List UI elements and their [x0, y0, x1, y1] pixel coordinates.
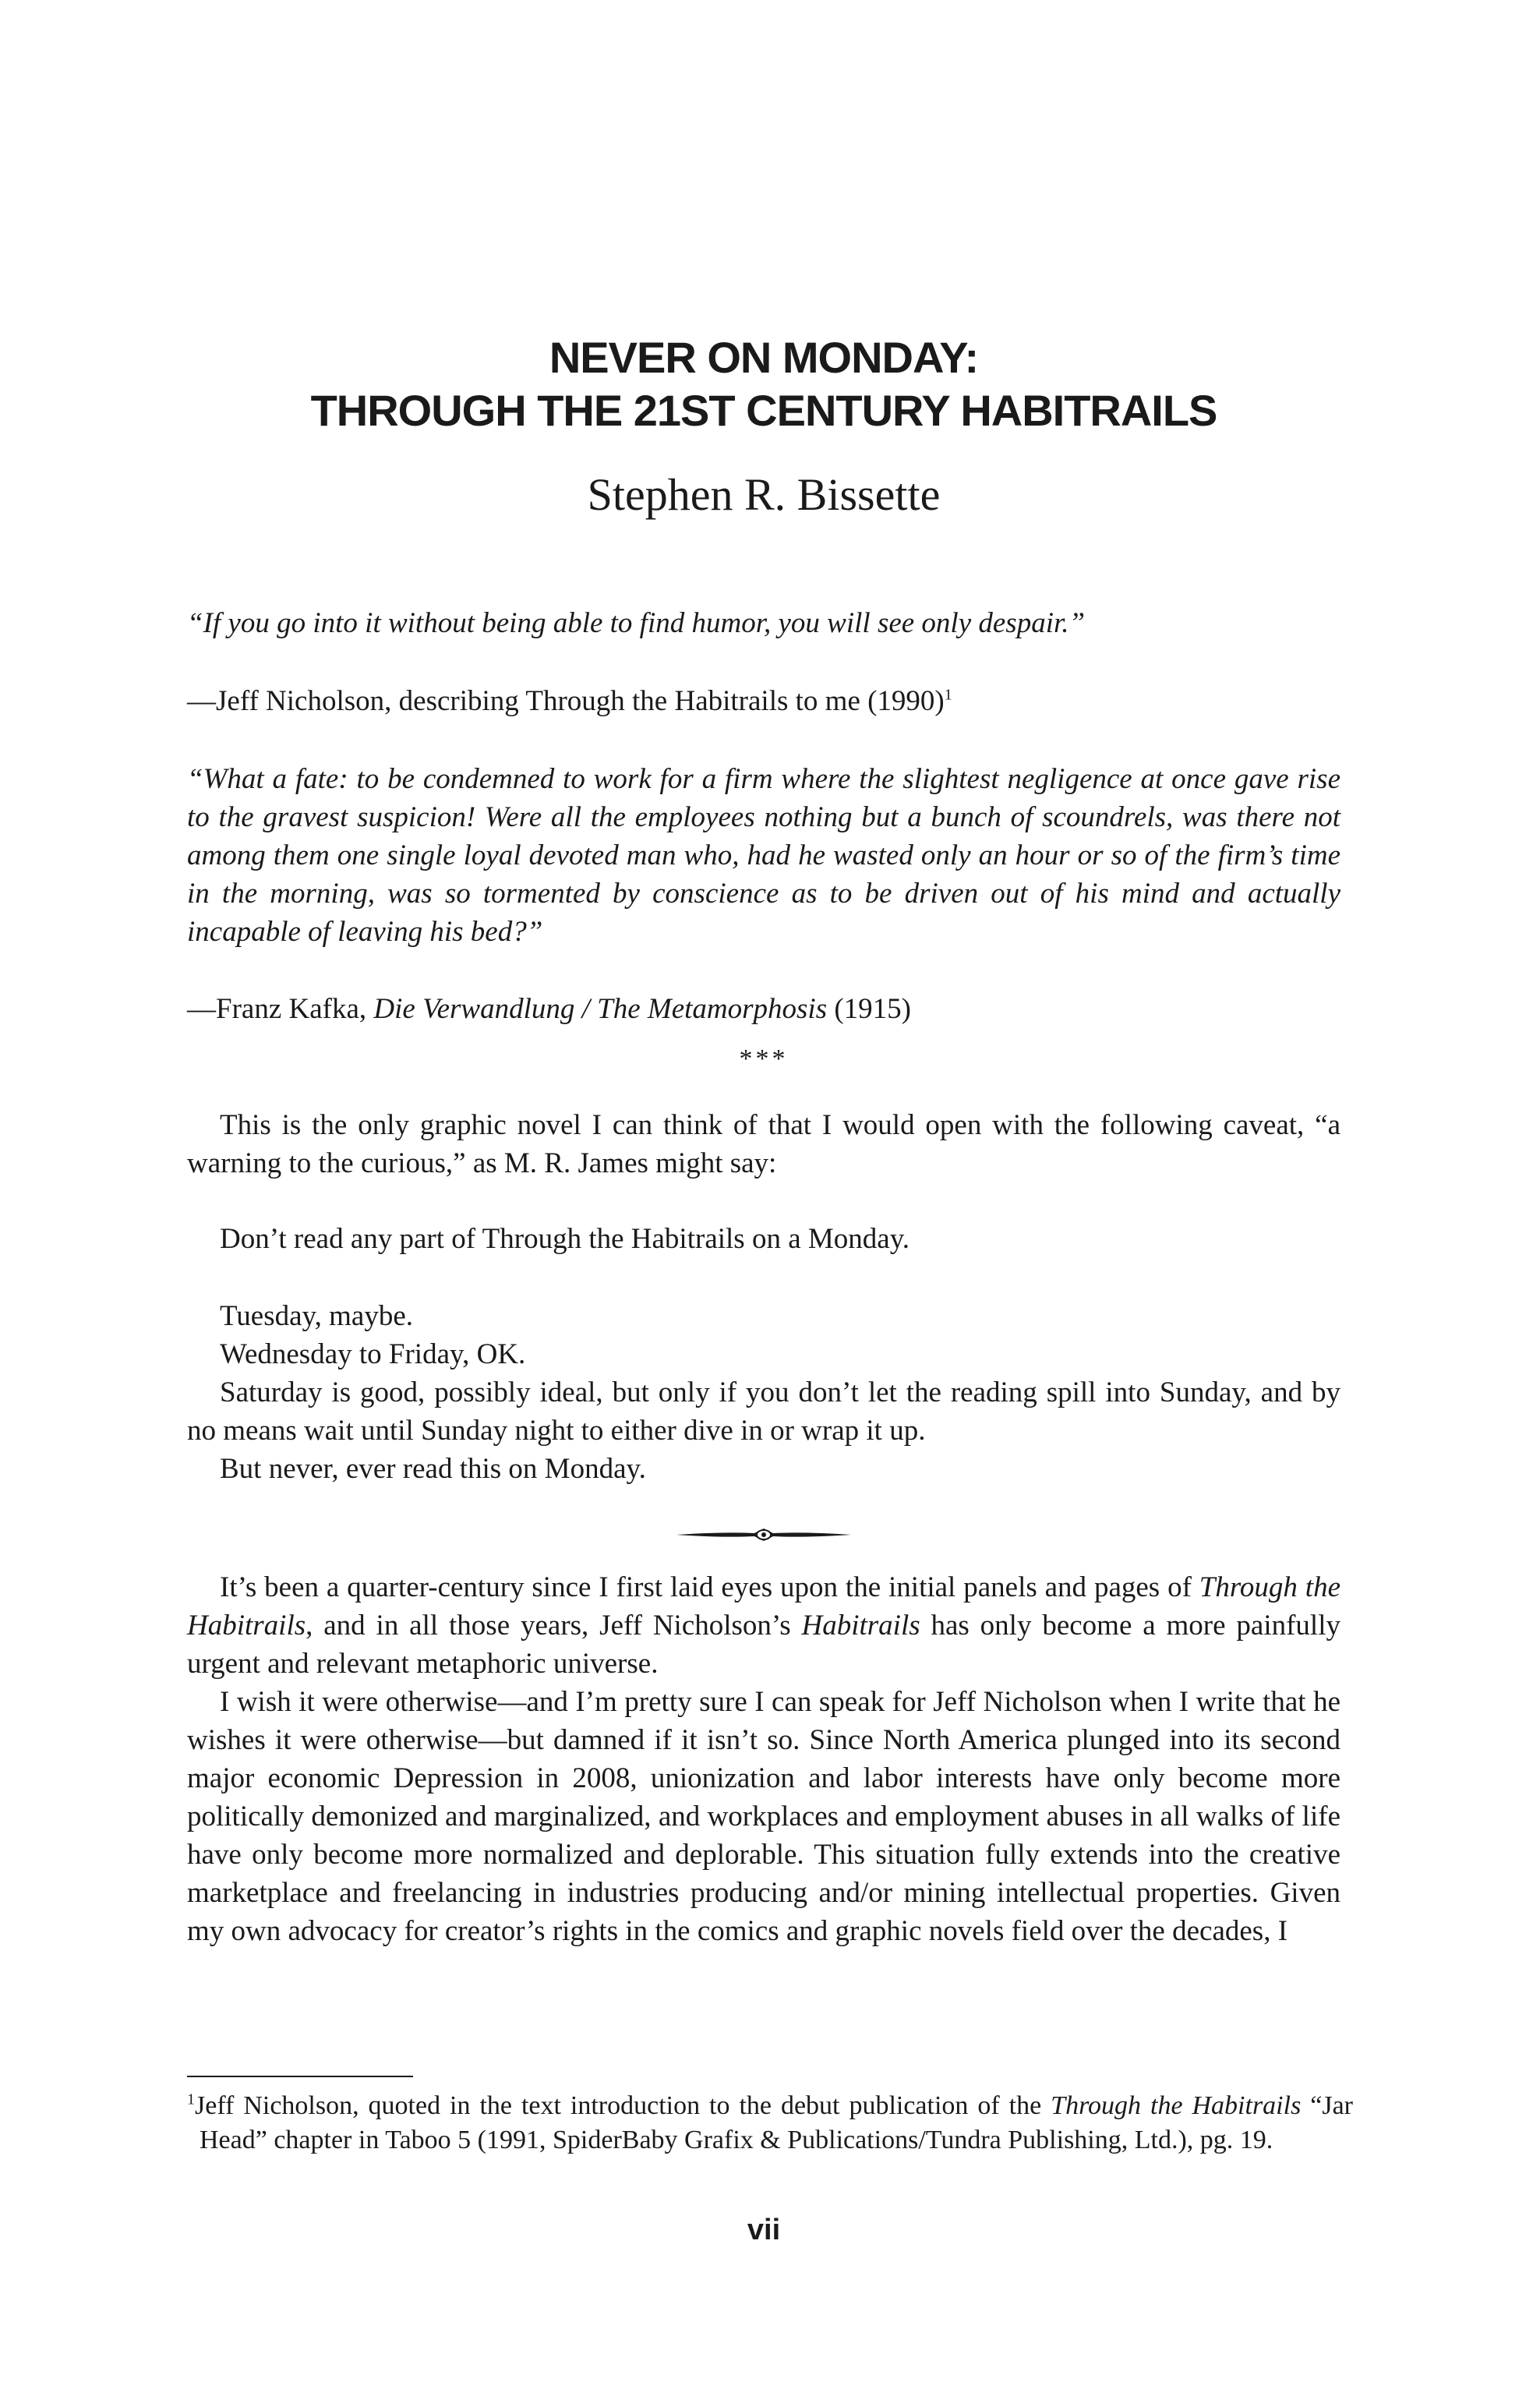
body-paragraph-2: I wish it were otherwise—and I’m pretty sure I can speak for Jeff Nicholson when I write that he wishes it were otherwise—but damned if it isn’t so. Since North America plunged into its second major economic Depression in 2008, unionization and labor interests have only become more politically demonized and marginalized, and workplaces and employment abuses in all walks of life have only become more normalized and deplorable. This situation fully extends into the creative marketplace and freelancing in industries producing and/or mining intellectual properties. Given my own advocacy for creator’s rights in the comics and graphic novels field over the decades, I [187, 1686, 1340, 1947]
epigraph-1-attribution-text: —Jeff Nicholson, describing Through the Habitrails to me (1990) [187, 685, 945, 717]
section-separator: *** [739, 1044, 789, 1073]
body-paragraph-1-title-2: Habitrails [801, 1610, 920, 1642]
footnote-ref-1[interactable]: 1 [944, 686, 952, 704]
chapter-title-line-1: NEVER ON MONDAY: [549, 333, 979, 382]
page-number: vii [747, 2214, 781, 2246]
footnote-title: Through the Habitrails [1051, 2091, 1302, 2120]
footnote-text-a: Jeff Nicholson, quoted in the text introduction to the debut publication of the [195, 2091, 1051, 2120]
epigraph-2-attribution-title: Die Verwandlung / The Metamorphosis [373, 993, 828, 1025]
day-line-tuesday: Tuesday, maybe. [220, 1300, 414, 1332]
epigraph-2-attribution [187, 990, 1340, 1028]
body-paragraph-1-c: has only become a more painfully urgent and relevant metaphoric universe. [187, 1610, 1340, 1680]
body-paragraph-1-a: It’s been a quarter-century since I first laid eyes upon the initial panels and pages of [220, 1571, 1199, 1603]
footnote-text-b: “Jar Head” chapter in Taboo 5 (1991, SpiderBaby Grafix & Publications/Tundra Publishing, Ltd.), pg. 19. [200, 2091, 1353, 2154]
author-name: Stephen R. Bissette [587, 469, 941, 520]
body-paragraph-1-b: , and in all those years, Jeff Nicholson’s [306, 1610, 802, 1642]
epigraph-2-quote: “What a fate: to be condemned to work for a firm where the slightest negligence at once gave rise to the gravest suspicion! Were all the employees nothing but a bunch of scoundrels, was there not among them one single loyal devoted man who, had he wasted only an hour or so of the firm’s time in the morning, was so tormented by conscience as to be driven out of his mind and actually incapable of leaving his bed?” [187, 763, 1340, 948]
footnote-number: 1 [187, 2090, 195, 2108]
warning-paragraph: Don’t read any part of Through the Habitrails on a Monday. [220, 1223, 910, 1255]
intro-paragraph: This is the only graphic novel I can think of that I would open with the following caveat, “a warning to the curious,” as M. R. James might say: [187, 1109, 1340, 1179]
footnote-1 [187, 2089, 1353, 2158]
chapter-title-line-2: THROUGH THE 21ST CENTURY HABITRAILS [310, 386, 1217, 435]
epigraph-2-attribution-prefix: —Franz Kafka, [187, 993, 374, 1025]
day-line-wednesday-friday: Wednesday to Friday, OK. [220, 1338, 526, 1370]
body-paragraph-1 [187, 1568, 1340, 1683]
epigraph-1-quote: “If you go into it without being able to find humor, you will see only despair.” [187, 607, 1086, 639]
body-paragraph-1-title: Through the Habitrails [187, 1571, 1340, 1642]
epigraph-1-attribution [187, 682, 1340, 720]
ornament-divider [676, 1526, 851, 1543]
day-line-monday: But never, ever read this on Monday. [220, 1453, 646, 1485]
chapter-title [187, 331, 1340, 437]
footnote-rule [187, 2076, 413, 2077]
epigraph-2-attribution-suffix: (1915) [827, 993, 911, 1025]
day-line-saturday: Saturday is good, possibly ideal, but only if you don’t let the reading spill into Sunday, and by no means wait until Sunday night to either dive in or wrap it up. [187, 1377, 1340, 1447]
